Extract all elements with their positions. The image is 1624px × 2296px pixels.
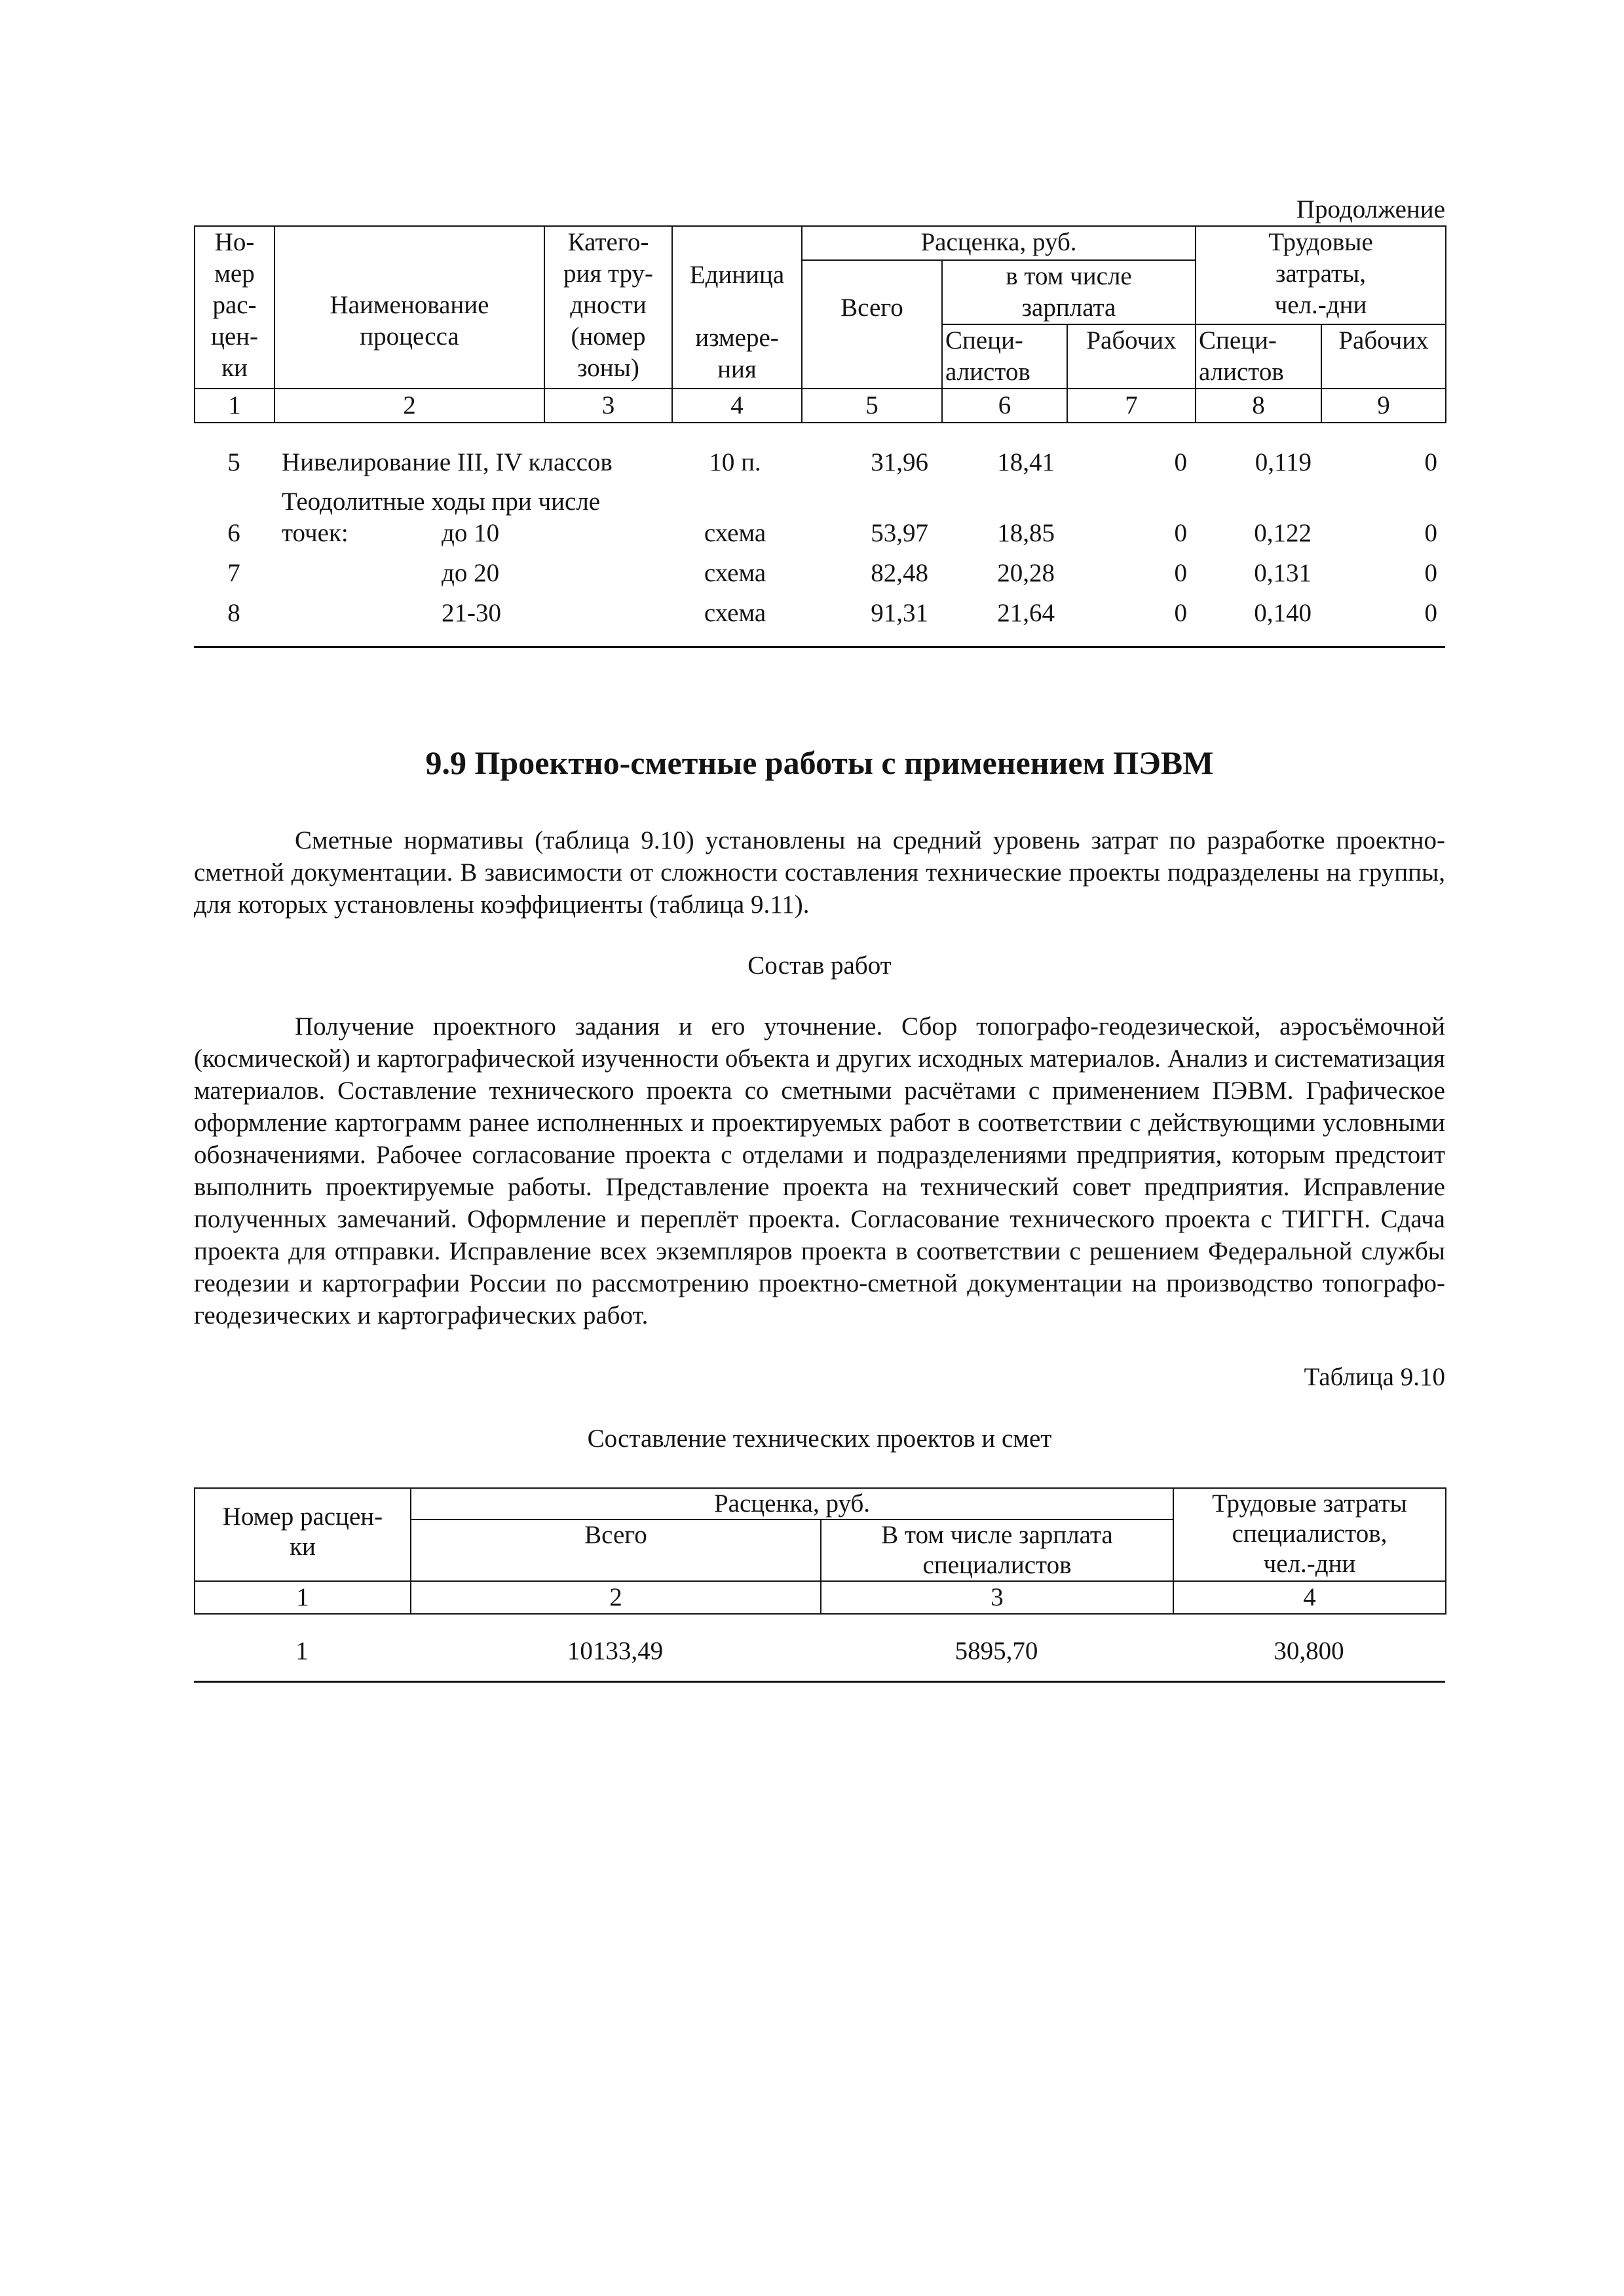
- header-salary: В том числе зарплата специалистов: [821, 1520, 1173, 1581]
- process-name: Нивелирование III, IV классов: [282, 448, 613, 476]
- header-salary-workers: Рабочих: [1067, 324, 1196, 389]
- labor-workers: 0: [1424, 519, 1437, 547]
- intro-paragraph: Сметные нормативы (таблица 9.10) установлены на средний уровень затрат по разработке проектно-сметной документации. В зависимости от сложности составления технические проекты подразделены на группы, для которых установлены коэффициенты (таблица 9.11).: [194, 826, 1445, 919]
- col-number: 3: [544, 389, 672, 423]
- salary-specialists: 20,28: [997, 559, 1055, 587]
- labor-specialists: 30,800: [1274, 1637, 1344, 1665]
- header-price-total: Всего: [802, 260, 942, 389]
- table-caption: Составление технических проектов и смет: [587, 1425, 1052, 1453]
- header-labor-specialists: Специ- алистов: [1196, 324, 1321, 389]
- header-rate-number: Но- мер рас- цен- ки: [195, 226, 274, 389]
- labor-workers: 0: [1424, 448, 1437, 476]
- col-number: 6: [942, 389, 1067, 423]
- labor-workers: 0: [1424, 599, 1437, 627]
- table-bottom-rule: [194, 1681, 1445, 1683]
- rate-number: 1: [295, 1637, 309, 1665]
- labor-specialists: 0,131: [1254, 559, 1312, 587]
- col-number: 1: [195, 1581, 411, 1614]
- unit: схема: [704, 519, 766, 547]
- header-salary-specialists: Специ- алистов: [942, 324, 1067, 389]
- rates-table-header: [194, 225, 1446, 423]
- salary-specialists: 5895,70: [954, 1637, 1038, 1665]
- labor-workers: 0: [1424, 559, 1437, 587]
- col-number: 1: [195, 389, 274, 423]
- col-number: 7: [1067, 389, 1196, 423]
- table-row: [194, 443, 1445, 482]
- process-name: до 10: [442, 519, 500, 547]
- header-labor: Трудовые затраты специалистов, чел.-дни: [1173, 1488, 1446, 1581]
- table-label: Таблица 9.10: [1304, 1363, 1445, 1391]
- header-rate-number: Номер расцен- ки: [195, 1488, 411, 1581]
- table-row: [194, 594, 1445, 633]
- salary-specialists: 21,64: [997, 599, 1055, 627]
- col-number: 9: [1321, 389, 1446, 423]
- labor-specialists: 0,119: [1255, 448, 1312, 476]
- header-price-group: Расценка, руб.: [802, 226, 1196, 260]
- section-title: 9.9 Проектно-сметные работы с применением ПЭВМ: [425, 744, 1214, 781]
- table-row: [194, 554, 1445, 593]
- salary-specialists: 18,41: [997, 448, 1055, 476]
- salary-workers: 0: [1174, 559, 1187, 587]
- continuation-label: Продолжение: [1296, 195, 1445, 223]
- process-name-prefix: точек:: [282, 519, 349, 547]
- col-number: 5: [802, 389, 942, 423]
- salary-specialists: 18,85: [997, 519, 1055, 547]
- price-total: 82,48: [871, 559, 928, 587]
- unit: 10 п.: [709, 448, 761, 476]
- price-total: 91,31: [871, 599, 928, 627]
- header-labor-workers: Рабочих: [1321, 324, 1446, 389]
- header-total: Всего: [411, 1520, 821, 1581]
- rate-number: 5: [227, 448, 240, 476]
- col-number: 3: [821, 1581, 1173, 1614]
- header-price-group: Расценка, руб.: [411, 1488, 1173, 1520]
- header-process-name: Наименование процесса: [274, 226, 544, 389]
- price-total: 53,97: [871, 519, 928, 547]
- header-incl-salary: в том числе зарплата: [942, 260, 1196, 324]
- col-number: 2: [274, 389, 544, 423]
- process-name-line: Теодолитные ходы при числе: [282, 488, 601, 516]
- salary-workers: 0: [1174, 599, 1187, 627]
- process-name: до 20: [442, 559, 500, 587]
- work-list-title: Состав работ: [747, 951, 892, 980]
- labor-specialists: 0,122: [1254, 519, 1312, 547]
- col-number: 4: [672, 389, 802, 423]
- table-row: [194, 514, 1445, 553]
- unit: схема: [704, 599, 766, 627]
- col-number: 2: [411, 1581, 821, 1614]
- table-bottom-rule: [194, 646, 1445, 648]
- unit: схема: [704, 559, 766, 587]
- header-labor-group: Трудовые затраты, чел.-дни: [1196, 226, 1446, 324]
- price-total: 10133,49: [567, 1637, 664, 1665]
- col-number: 8: [1196, 389, 1321, 423]
- salary-workers: 0: [1174, 448, 1187, 476]
- rate-number: 7: [227, 559, 240, 587]
- rate-number: 6: [227, 519, 240, 547]
- table-row: [194, 1632, 1445, 1671]
- salary-workers: 0: [1174, 519, 1187, 547]
- rate-number: 8: [227, 599, 240, 627]
- header-category: Катего- рия тру- дности (номер зоны): [544, 226, 672, 389]
- col-number: 4: [1173, 1581, 1446, 1614]
- process-name: 21-30: [442, 599, 501, 627]
- work-paragraph: Получение проектного задания и его уточнение. Сбор топографо-геодезической, аэросъёмочной (космической) и картографической изученности объекта и других исходных материалов. Анализ и систематизация материалов. Составление технического проекта со сметными расчётами с применением ПЭВМ. Графическое оформление картограмм ранее исполненных и проектируемых работ в соответствии с действующими условными обозначениями. Рабочее согласование проекта с отделами и подразделениями предприятия, которым предстоит выполнить проектируемые работы. Представление проекта на технический совет предприятия. Исправление полученных замечаний. Оформление и переплёт проекта. Согласование технического проекта с ТИГГН. Сдача проекта для отправки. Исправление всех экземпляров проекта в соответствии с решением Федеральной службы геодезии и картографии России по рассмотрению проектно-сметной документации на производство топографо-геодезических и картографических работ.: [194, 1012, 1445, 1330]
- header-unit: Единица измере- ния: [672, 226, 802, 389]
- price-total: 31,96: [871, 448, 928, 476]
- project-rates-table: [194, 1487, 1446, 1615]
- labor-specialists: 0,140: [1254, 599, 1312, 627]
